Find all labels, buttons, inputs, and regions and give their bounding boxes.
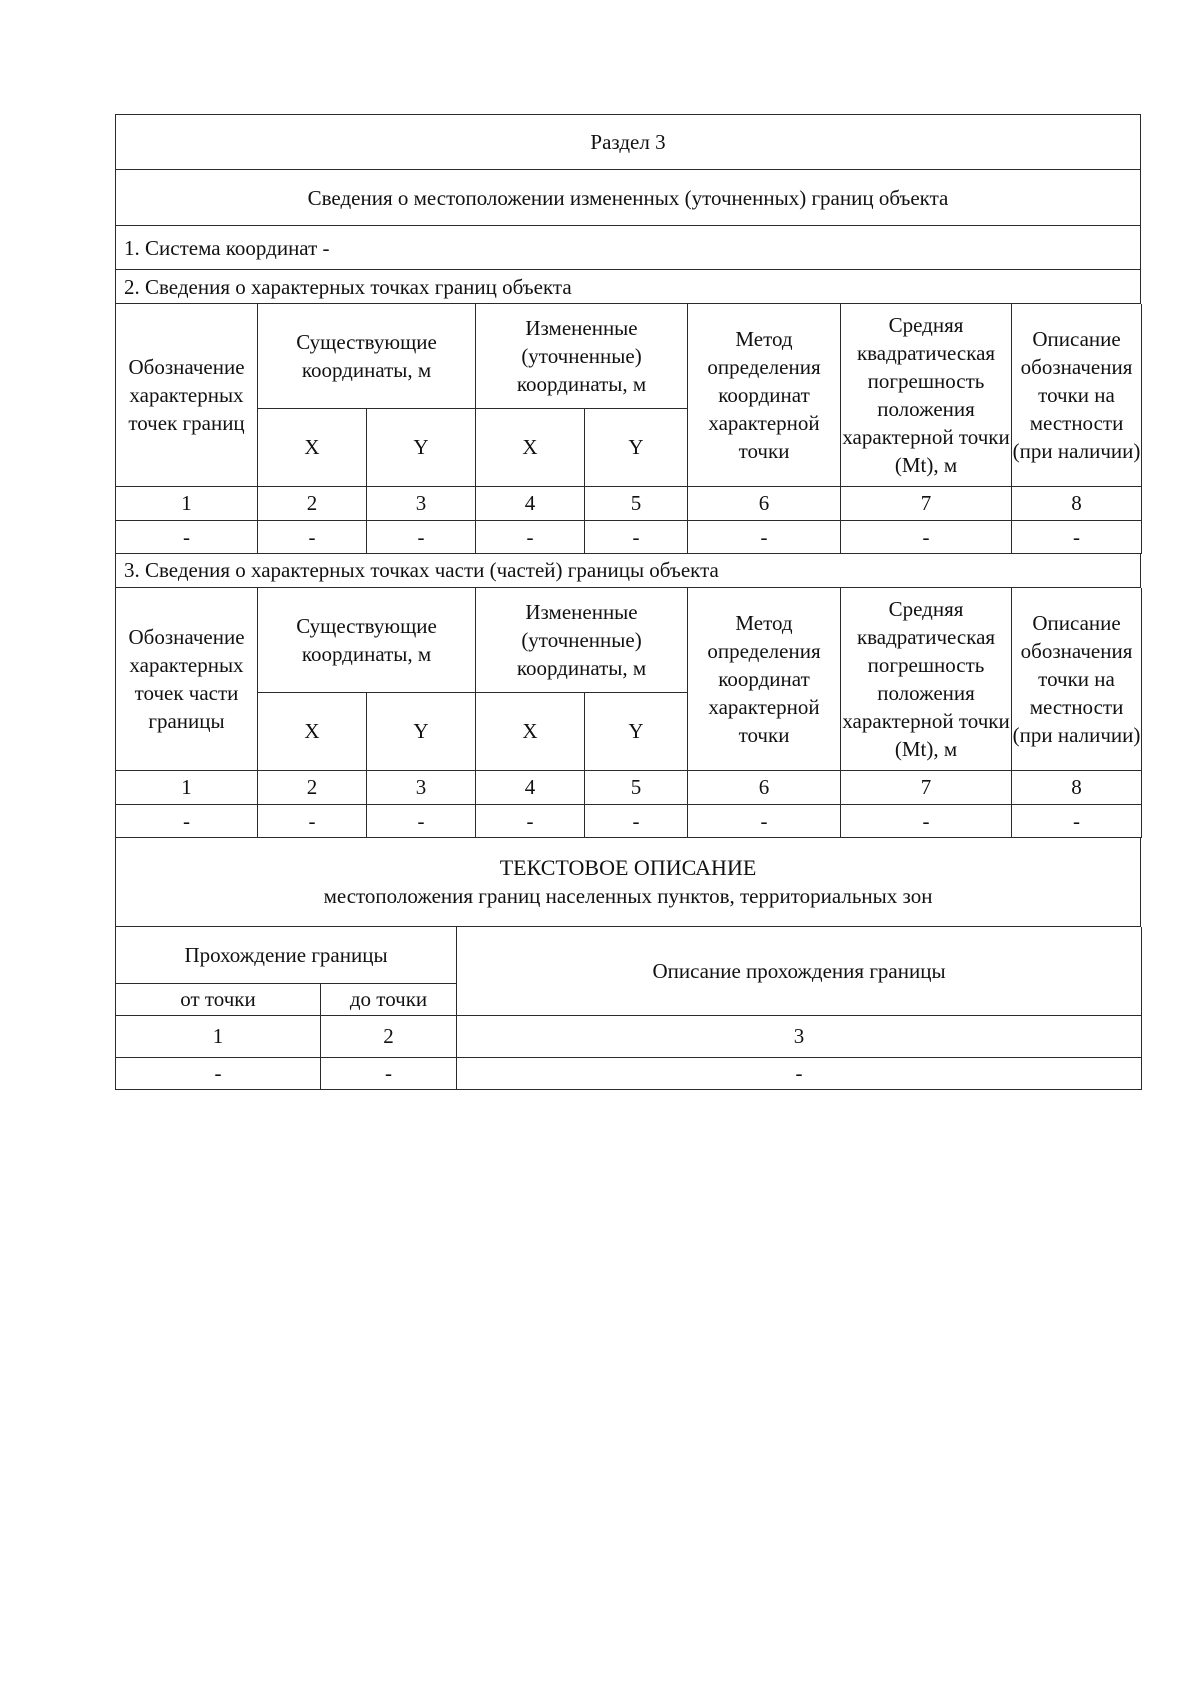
table-cell: - [457,1057,1142,1089]
column-number: 8 [1012,770,1142,804]
header-existing-coords: Существующие координаты, м [258,588,476,692]
table-cell: - [367,804,476,837]
section-subtitle: Сведения о местоположении измененных (уточненных) границ объекта [116,170,1141,226]
column-numbers-row [116,486,1142,520]
header-existing-coords: Существующие координаты, м [258,304,476,408]
passage-from-header: от точки [116,983,321,1015]
column-numbers-row [116,1015,1142,1057]
column-number: 3 [367,770,476,804]
header-existing-x: X [258,408,367,486]
column-number: 1 [116,770,258,804]
table-row [116,804,1142,837]
document-sheet [115,114,1141,1090]
part-points-table [115,588,1142,838]
table-cell: - [688,804,841,837]
text-description-title: ТЕКСТОВОЕ ОПИСАНИЕ [499,854,757,880]
header-existing-y: Y [367,408,476,486]
table-cell: - [367,520,476,553]
passage-to-header: до точки [321,983,457,1015]
header-changed-x: X [476,692,585,770]
table-cell: - [688,520,841,553]
column-number: 5 [585,486,688,520]
table-cell: - [1012,520,1142,553]
column-number: 8 [1012,486,1142,520]
header-method: Метод определения координат характерной точки [688,588,841,770]
header-method: Метод определения координат характерной точки [688,304,841,486]
column-number: 2 [321,1015,457,1057]
column-number: 6 [688,770,841,804]
column-number: 4 [476,770,585,804]
column-number: 7 [841,770,1012,804]
header-description: Описание обозначения точки на местности (при наличии) [1012,588,1142,770]
table-cell: - [258,804,367,837]
table-cell: - [1012,804,1142,837]
header-existing-x: X [258,692,367,770]
part-points-caption: 3. Сведения о характерных точках части (частей) границы объекта [116,554,1141,588]
column-number: 1 [116,1015,321,1057]
points-table [115,304,1142,554]
column-number: 5 [585,770,688,804]
column-number: 3 [367,486,476,520]
text-description-table [115,838,1141,928]
header-changed-coords: Измененные (уточненные) координаты, м [476,588,688,692]
table-cell: - [585,804,688,837]
boundary-passage-table [115,927,1142,1090]
coord-system: 1. Система координат - [116,226,1141,270]
table-cell: - [585,520,688,553]
column-number: 3 [457,1015,1142,1057]
points-caption: 2. Сведения о характерных точках границ объекта [116,270,1141,304]
column-number: 1 [116,486,258,520]
table-cell: - [116,1057,321,1089]
table-cell: - [841,520,1012,553]
header-changed-y: Y [585,408,688,486]
header-existing-y: Y [367,692,476,770]
text-description-subtitle: местоположения границ населенных пунктов, территориальных зон [323,883,933,908]
column-number: 2 [258,770,367,804]
table-cell: - [476,520,585,553]
header-changed-x: X [476,408,585,486]
table-row [116,520,1142,553]
table-cell: - [116,804,258,837]
table-cell: - [321,1057,457,1089]
header-changed-y: Y [585,692,688,770]
column-number: 4 [476,486,585,520]
section-title: Раздел 3 [116,115,1141,170]
table-row [116,1057,1142,1089]
header-designation: Обозначение характерных точек границ [116,304,258,486]
table-cell: - [841,804,1012,837]
part-points-caption-table [115,554,1141,589]
column-number: 7 [841,486,1012,520]
header-error: Средняя квадратическая погрешность положения характерной точки (Mt), м [841,304,1012,486]
table-cell: - [116,520,258,553]
header-changed-coords: Измененные (уточненные) координаты, м [476,304,688,408]
header-error: Средняя квадратическая погрешность положения характерной точки (Mt), м [841,588,1012,770]
column-numbers-row [116,770,1142,804]
section-header-table [115,114,1141,304]
header-designation: Обозначение характерных точек части границы [116,588,258,770]
passage-description-header: Описание прохождения границы [457,927,1142,1015]
column-number: 6 [688,486,841,520]
column-number: 2 [258,486,367,520]
passage-header: Прохождение границы [116,927,457,983]
table-cell: - [476,804,585,837]
table-cell: - [258,520,367,553]
header-description: Описание обозначения точки на местности (при наличии) [1012,304,1142,486]
text-description-heading [116,838,1141,927]
